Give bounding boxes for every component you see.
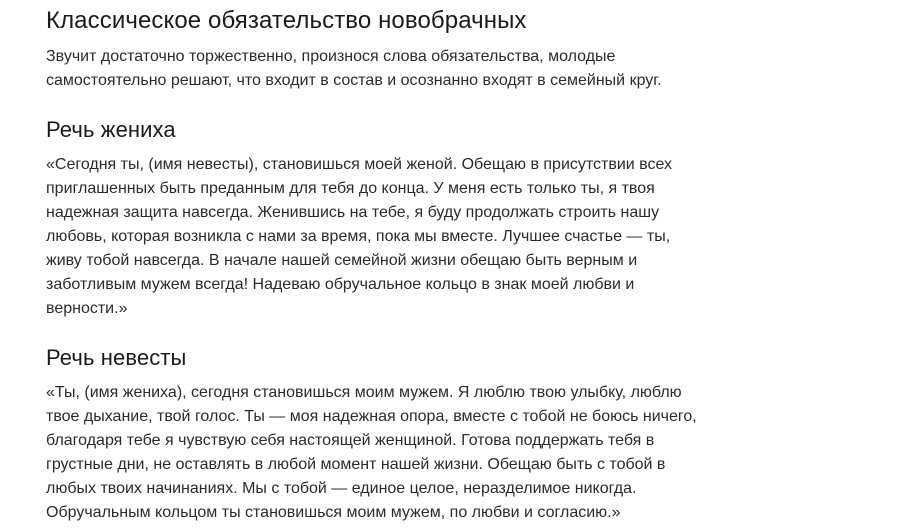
paragraph-line: твое дыхание, твой голос. Ты — моя надежная опора, вместе с тобой не боюсь ничего,: [46, 408, 697, 425]
section-groom-speech: [46, 115, 726, 321]
paragraph-line: грустные дни, не оставлять в любой момент нашей жизни. Обещаю быть с тобой в: [46, 456, 666, 473]
section-bride-speech: [46, 343, 726, 525]
paragraph-line: Звучит достаточно торжественно, произнося слова обязательства, молодые: [46, 48, 616, 65]
section-paragraph: [46, 153, 726, 321]
section-newlyweds-vow: [46, 1, 726, 93]
paragraph-line: любовь, которая возникла с нами за время, пока мы вместе. Лучшее счастье — ты,: [46, 228, 671, 245]
paragraph-line: живу тобой навсегда. В начале нашей семейной жизни обещаю быть верным и: [46, 252, 638, 269]
paragraph-line: Обручальным кольцом ты становишься моим мужем, по любви и согласию.»: [46, 504, 621, 521]
paragraph-line: приглашенных быть преданным для тебя до конца. У меня есть только ты, я твоя: [46, 180, 655, 197]
section-heading: Речь невесты: [46, 345, 187, 370]
paragraph-line: надежная защита навсегда. Женившись на тебе, я буду продолжать строить нашу: [46, 204, 660, 221]
paragraph-line: заботливым мужем всегда! Надеваю обручальное кольцо в знак моей любви и: [46, 276, 635, 293]
section-heading: Речь жениха: [46, 117, 176, 142]
paragraph-line: любых твоих начинаниях. Мы с тобой — единое целое, неразделимое никогда.: [46, 480, 637, 497]
paragraph-line: «Сегодня ты, (имя невесты), становишься моей женой. Обещаю в присутствии всех: [46, 156, 673, 173]
article: [46, 0, 726, 525]
section-paragraph: [46, 381, 726, 525]
paragraph-line: «Ты, (имя жениха), сегодня становишься моим мужем. Я люблю твою улыбку, люблю: [46, 384, 682, 401]
section-heading: Классическое обязательство новобрачных: [46, 7, 527, 34]
section-paragraph: [46, 45, 726, 93]
paragraph-line: самостоятельно решают, что входит в состав и осознанно входят в семейный круг.: [46, 72, 662, 89]
paragraph-line: верности.»: [46, 300, 128, 317]
paragraph-line: благодаря тебе я чувствую себя настоящей женщиной. Готова поддержать тебя в: [46, 432, 655, 449]
